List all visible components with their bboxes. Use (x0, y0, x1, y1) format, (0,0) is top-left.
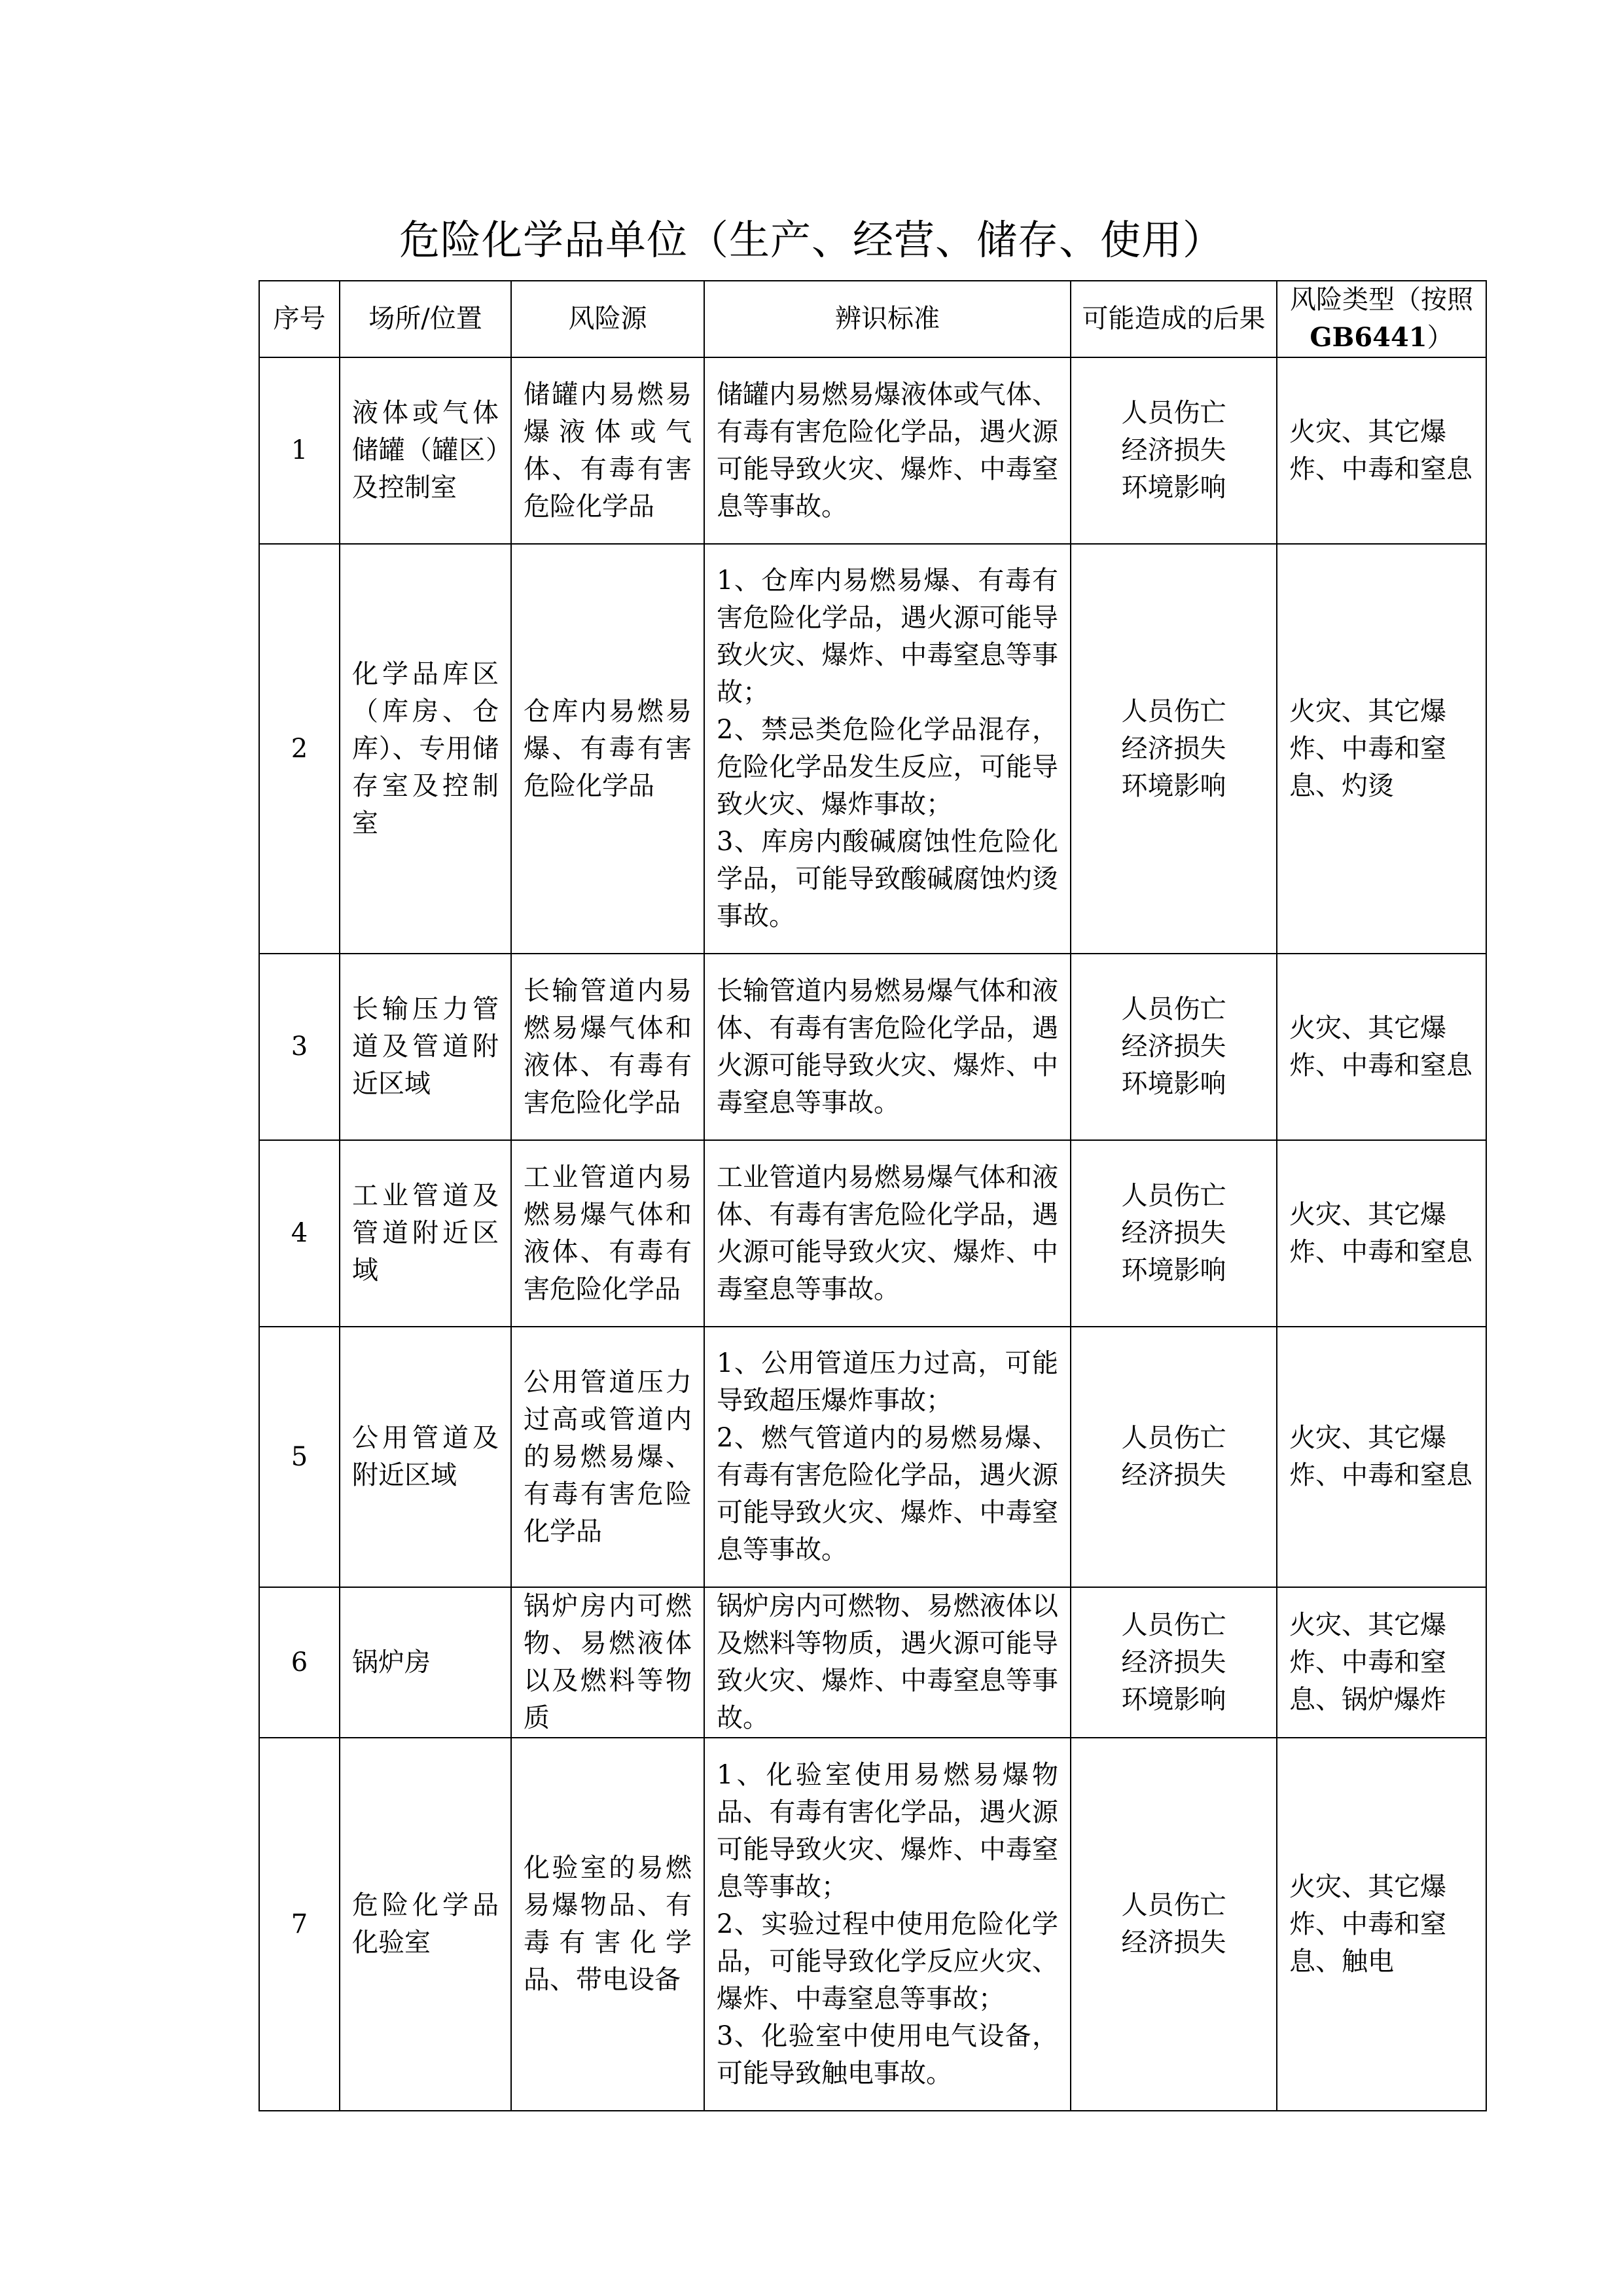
cell-source: 化验室的易燃易爆物品、有毒有害化学品、带电设备 (511, 1738, 704, 2111)
consequence-item: 人员伤亡 (1121, 1181, 1226, 1211)
consequence-item: 人员伤亡 (1121, 696, 1226, 726)
cell-consequence (1071, 544, 1277, 954)
cell-consequence (1071, 1587, 1277, 1738)
document-title: 危险化学品单位（生产、经营、储存、使用） (399, 216, 1224, 264)
cell-seq: 7 (259, 1738, 340, 2111)
table-row (259, 1587, 1486, 1738)
cell-place: 化学品库区（库房、仓库）、专用储存室及控制室 (340, 544, 511, 954)
cell-source: 工业管道内易燃易爆气体和液体、有毒有害危险化学品 (511, 1140, 704, 1327)
table-row (259, 1738, 1486, 2111)
standard-item: 1、公用管道压力过高，可能导致超压爆炸事故； (717, 1348, 1058, 1416)
header-seq: 序号 (259, 281, 340, 357)
table-row (259, 1327, 1486, 1587)
cell-type: 火灾、其它爆炸、中毒和窒息、触电 (1277, 1738, 1486, 2111)
header-type-pre: 风险类型（按照 (1290, 285, 1473, 315)
header-type-post: ） (1427, 323, 1454, 353)
header-source: 风险源 (511, 281, 704, 357)
cell-consequence (1071, 954, 1277, 1140)
cell-standard (704, 544, 1071, 954)
cell-seq: 5 (259, 1327, 340, 1587)
cell-place: 长输压力管道及管道附近区域 (340, 954, 511, 1140)
cell-type: 火灾、其它爆炸、中毒和窒息 (1277, 1327, 1486, 1587)
table-row (259, 954, 1486, 1140)
standard-item: 2、燃气管道内的易燃易爆、有毒有害危险化学品，遇火源可能导致火灾、爆炸、中毒窒息等事故。 (717, 1423, 1058, 1565)
consequence-item: 环境影响 (1121, 1069, 1226, 1099)
consequence-item: 经济损失 (1121, 1647, 1226, 1677)
standard-item: 储罐内易燃易爆液体或气体、有毒有害危险化学品，遇火源可能导致火灾、爆炸、中毒窒息等事故。 (717, 379, 1058, 522)
consequence-item: 经济损失 (1121, 1218, 1226, 1248)
consequence-item: 人员伤亡 (1121, 1609, 1226, 1640)
cell-seq: 1 (259, 357, 340, 544)
standard-item: 1、仓库内易燃易爆、有毒有害危险化学品，遇火源可能导致火灾、爆炸、中毒窒息等事故； (717, 565, 1058, 708)
cell-consequence (1071, 1327, 1277, 1587)
cell-place: 锅炉房 (340, 1587, 511, 1738)
risk-table (259, 280, 1487, 2111)
table-row (259, 544, 1486, 954)
standard-item: 工业管道内易燃易爆气体和液体、有毒有害危险化学品，遇火源可能导致火灾、爆炸、中毒窒息等事故。 (717, 1162, 1058, 1304)
consequence-item: 经济损失 (1121, 1928, 1226, 1958)
cell-standard (704, 954, 1071, 1140)
risk-table-body (259, 357, 1486, 2111)
standard-item: 2、实验过程中使用危险化学品，可能导致化学反应火灾、爆炸、中毒窒息等事故； (717, 1909, 1058, 2014)
consequence-item: 经济损失 (1121, 1460, 1226, 1490)
cell-seq: 3 (259, 954, 340, 1140)
cell-type: 火灾、其它爆炸、中毒和窒息 (1277, 954, 1486, 1140)
cell-seq: 4 (259, 1140, 340, 1327)
cell-type: 火灾、其它爆炸、中毒和窒息 (1277, 357, 1486, 544)
cell-source: 储罐内易燃易爆液体或气体、有毒有害危险化学品 (511, 357, 704, 544)
standard-item: 2、禁忌类危险化学品混存，危险化学品发生反应，可能导致火灾、爆炸事故； (717, 715, 1058, 819)
cell-standard (704, 1738, 1071, 2111)
header-type (1277, 281, 1486, 357)
table-row (259, 357, 1486, 544)
header-consequence: 可能造成的后果 (1071, 281, 1277, 357)
cell-source: 公用管道压力过高或管道内的易燃易爆、有毒有害危险化学品 (511, 1327, 704, 1587)
cell-place: 液体或气体储罐（罐区）及控制室 (340, 357, 511, 544)
cell-standard (704, 1587, 1071, 1738)
consequence-item: 人员伤亡 (1121, 994, 1226, 1024)
consequence-item: 环境影响 (1121, 473, 1226, 503)
consequence-item: 环境影响 (1121, 1255, 1226, 1285)
cell-standard (704, 1140, 1071, 1327)
standard-item: 3、化验室中使用电气设备，可能导致触电事故。 (717, 2020, 1058, 2089)
consequence-item: 环境影响 (1121, 770, 1226, 801)
header-type-code: GB6441 (1310, 322, 1427, 353)
cell-type: 火灾、其它爆炸、中毒和窒息、灼烫 (1277, 544, 1486, 954)
cell-source: 长输管道内易燃易爆气体和液体、有毒有害危险化学品 (511, 954, 704, 1140)
cell-type: 火灾、其它爆炸、中毒和窒息、锅炉爆炸 (1277, 1587, 1486, 1738)
consequence-item: 人员伤亡 (1121, 1423, 1226, 1453)
cell-standard (704, 1327, 1071, 1587)
cell-seq: 2 (259, 544, 340, 954)
consequence-item: 经济损失 (1121, 435, 1226, 465)
cell-place: 公用管道及附近区域 (340, 1327, 511, 1587)
cell-source: 仓库内易燃易爆、有毒有害危险化学品 (511, 544, 704, 954)
cell-consequence (1071, 357, 1277, 544)
header-standard: 辨识标准 (704, 281, 1071, 357)
standard-item: 锅炉房内可燃物、易燃液体以及燃料等物质，遇火源可能导致火灾、爆炸、中毒窒息等事故。 (717, 1591, 1058, 1733)
cell-place: 工业管道及管道附近区域 (340, 1140, 511, 1327)
consequence-item: 经济损失 (1121, 1031, 1226, 1062)
header-row (259, 281, 1486, 357)
cell-place: 危险化学品化验室 (340, 1738, 511, 2111)
cell-seq: 6 (259, 1587, 340, 1738)
standard-item: 长输管道内易燃易爆气体和液体、有毒有害危险化学品，遇火源可能导致火灾、爆炸、中毒窒息等事故。 (717, 975, 1058, 1118)
cell-source: 锅炉房内可燃物、易燃液体以及燃料等物质 (511, 1587, 704, 1738)
standard-item: 3、库房内酸碱腐蚀性危险化学品，可能导致酸碱腐蚀灼烫事故。 (717, 827, 1058, 931)
consequence-item: 人员伤亡 (1121, 1890, 1226, 1920)
cell-standard (704, 357, 1071, 544)
table-row (259, 1140, 1486, 1327)
cell-consequence (1071, 1738, 1277, 2111)
header-place: 场所/位置 (340, 281, 511, 357)
standard-item: 1、化验室使用易燃易爆物品、有毒有害化学品，遇火源可能导致火灾、爆炸、中毒窒息等事故； (717, 1759, 1058, 1902)
consequence-item: 经济损失 (1121, 733, 1226, 764)
cell-type: 火灾、其它爆炸、中毒和窒息 (1277, 1140, 1486, 1327)
consequence-item: 人员伤亡 (1121, 398, 1226, 428)
consequence-item: 环境影响 (1121, 1684, 1226, 1715)
cell-consequence (1071, 1140, 1277, 1327)
